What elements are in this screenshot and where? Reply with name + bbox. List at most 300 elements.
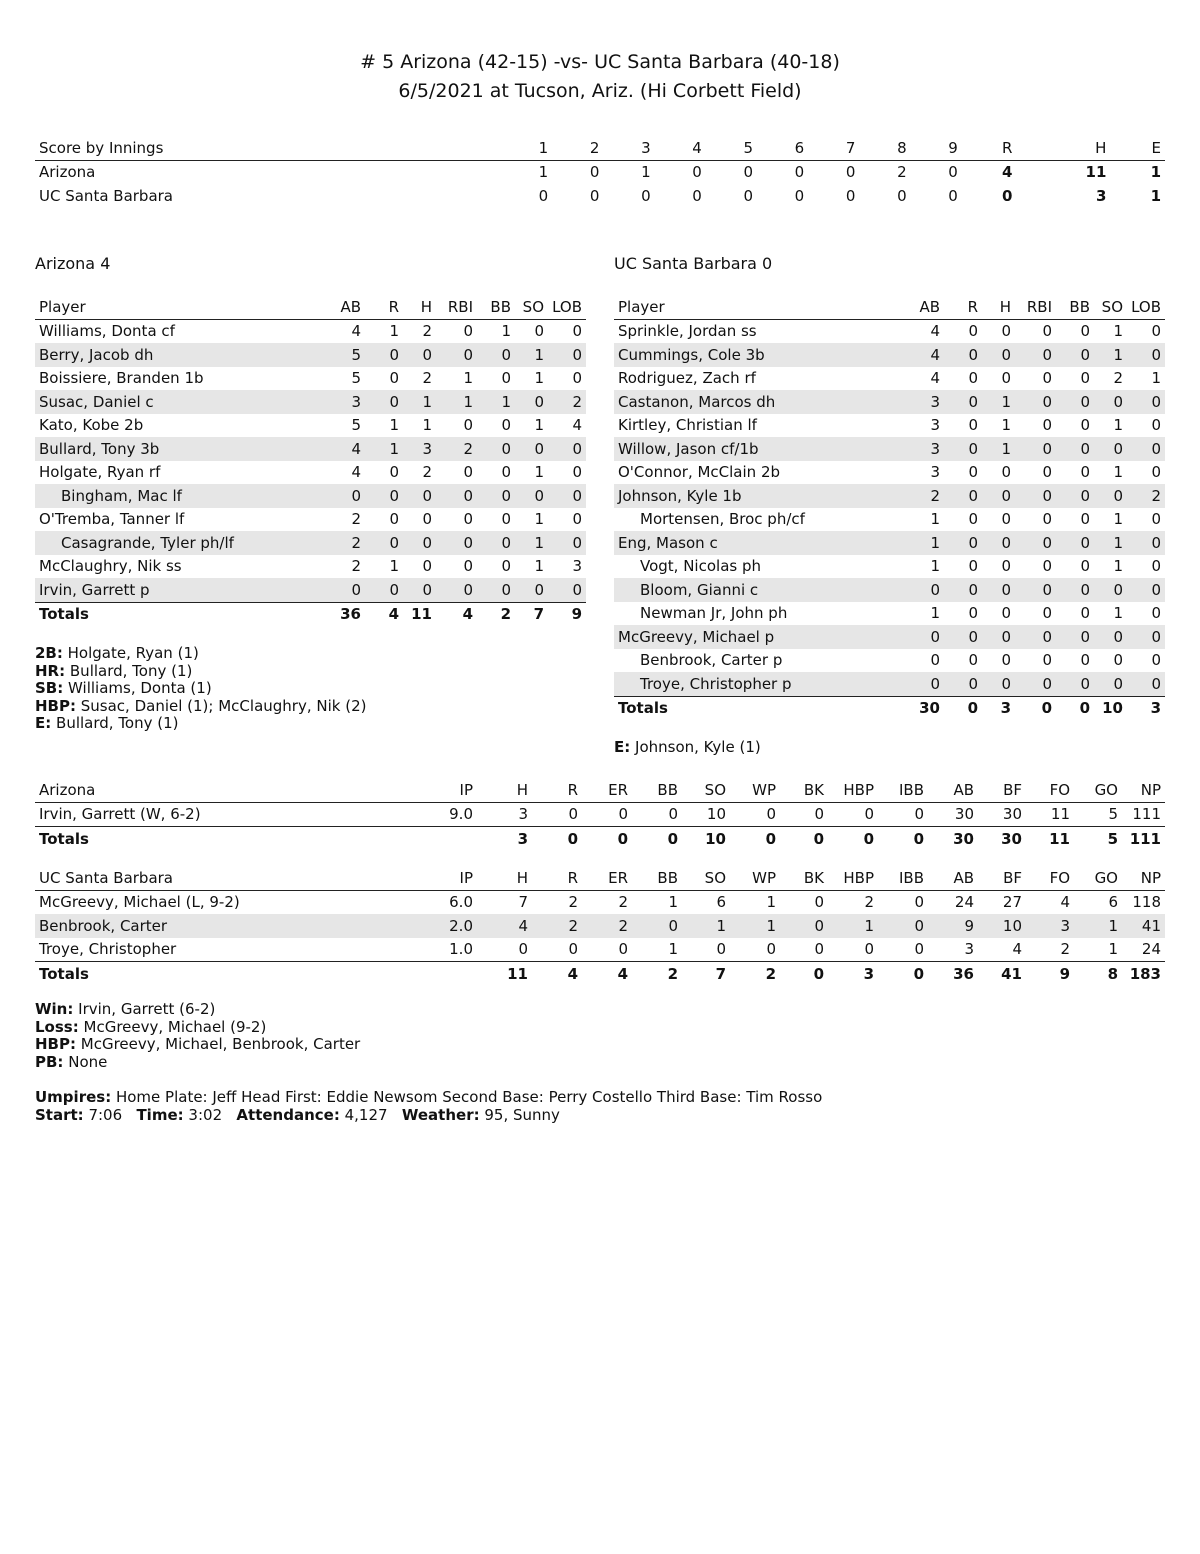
batting-stat: 0	[944, 484, 982, 508]
batting-stat: 0	[501, 557, 511, 576]
linescore-inning-runs: 1	[538, 163, 549, 182]
pitching-stat: 24	[954, 893, 974, 912]
batting-stat: 1	[1001, 416, 1011, 435]
batting-stat: 0	[1015, 578, 1056, 602]
weather-value: 95, Sunny	[484, 1105, 560, 1124]
pitching-stat: 0	[766, 805, 776, 824]
batting-stat: 2	[351, 510, 361, 529]
pitching-col-header: FO	[1026, 778, 1074, 802]
note-line	[35, 663, 366, 681]
totals-stat: 30	[978, 827, 1026, 851]
totals-stat: 0	[1056, 696, 1094, 720]
batting-stat: 0	[572, 322, 582, 341]
batting-stat: 0	[1151, 322, 1161, 341]
linescore-col-header: E	[1110, 136, 1165, 160]
linescore-col-header: 2	[552, 136, 603, 160]
batting-stat: 0	[1042, 510, 1052, 529]
batting-row	[35, 461, 586, 485]
batting-stat: 0	[968, 463, 978, 482]
batting-col-header: LOB	[548, 295, 586, 319]
batting-stat: 1	[1113, 322, 1123, 341]
batting-stat: 1	[403, 390, 436, 414]
batting-stat: 0	[1080, 322, 1090, 341]
game-title	[0, 48, 1200, 106]
pitching-stat: 0	[766, 940, 776, 959]
batting-row	[35, 531, 586, 555]
batting-stat: 1	[515, 343, 548, 367]
umpires-text: Home Plate: Jeff Head First: Eddie Newsom Second Base: Perry Costello Third Base: Tim Rosso	[115, 1088, 823, 1106]
totals-label: Totals	[35, 827, 405, 851]
batting-stat: 0	[1001, 463, 1011, 482]
linescore-table	[35, 136, 1165, 208]
batting-stat: 0	[944, 578, 982, 602]
totals-stat: 0	[780, 827, 828, 851]
linescore-inning-runs: 0	[692, 163, 702, 182]
batting-stat: 0	[1113, 651, 1123, 670]
game-date-location: 6/5/2021 at Tucson, Ariz. (Hi Corbett Field)	[398, 80, 802, 102]
batting-row	[614, 602, 1165, 626]
note-label: Win:	[35, 1000, 74, 1018]
batting-stat: 2	[351, 557, 361, 576]
batting-stat: 1	[534, 557, 544, 576]
batting-stat: 3	[403, 437, 436, 461]
batting-stat: 0	[365, 390, 403, 414]
linescore-team: Arizona	[39, 163, 96, 182]
batting-row	[35, 508, 586, 532]
batting-stat: 0	[1094, 484, 1127, 508]
note-text: Bullard, Tony (1)	[56, 714, 179, 732]
totals-stat	[405, 962, 477, 986]
batting-stat: 0	[365, 531, 403, 555]
pitching-col-header: NP	[1122, 866, 1165, 890]
batting-stat: 0	[904, 578, 944, 602]
batting-stat: 1	[982, 390, 1015, 414]
pitching-stat: 2	[532, 914, 582, 938]
batting-row	[35, 437, 586, 461]
pitching-col-header: IP	[405, 866, 477, 890]
linescore-col-header: 7	[808, 136, 859, 160]
player-name: Bingham, Mac lf	[35, 484, 325, 508]
pitching-stat: 7	[518, 893, 528, 912]
batting-stat: 0	[1080, 463, 1090, 482]
linescore-col-header: 6	[757, 136, 808, 160]
batting-stat: 0	[904, 625, 944, 649]
player-name: Newman Jr, John ph	[640, 604, 788, 623]
batting-row	[614, 672, 1165, 696]
attendance-value: 4,127	[344, 1105, 388, 1124]
pitching-stat: 4	[477, 914, 532, 938]
batting-stat: 0	[1015, 437, 1056, 461]
batting-stat: 4	[572, 416, 582, 435]
batting-stat: 0	[436, 343, 477, 367]
batting-stat: 0	[968, 322, 978, 341]
pitcher-name: Irvin, Garrett (W, 6-2)	[39, 805, 201, 824]
totals-stat: 2	[477, 602, 515, 626]
batting-totals-row	[614, 696, 1165, 720]
batting-stat: 0	[1080, 369, 1090, 388]
player-name: Boissiere, Branden 1b	[39, 369, 204, 388]
linescore-inning-runs: 0	[743, 186, 754, 205]
pitching-stat: 2	[1060, 940, 1070, 959]
batting-stat: 0	[982, 484, 1015, 508]
note-label: HBP:	[35, 696, 76, 715]
linescore-inning-runs: 0	[743, 163, 754, 182]
batting-stat: 1	[501, 322, 511, 341]
linescore-col-header: 8	[859, 136, 910, 160]
pitching-stat: 2	[864, 893, 874, 912]
batting-stat: 0	[1080, 416, 1090, 435]
batting-totals-row	[35, 602, 586, 626]
linescore-col-header: 3	[603, 136, 654, 160]
batting-stat: 0	[1080, 510, 1090, 529]
batting-stat: 0	[930, 651, 940, 670]
pitching-stat: 1	[828, 914, 878, 938]
player-name: Susac, Daniel c	[35, 390, 325, 414]
totals-label: Totals	[614, 696, 904, 720]
batting-stat: 0	[1015, 390, 1056, 414]
totals-stat: 2	[632, 962, 682, 986]
batting-stat: 0	[1127, 390, 1165, 414]
batting-stat: 0	[403, 484, 436, 508]
pitching-row	[35, 890, 1165, 914]
batting-stat: 0	[944, 437, 982, 461]
pitching-stat: 0	[814, 805, 824, 824]
batting-row	[614, 437, 1165, 461]
batting-stat: 0	[1056, 625, 1094, 649]
linescore-e: 1	[1150, 186, 1161, 205]
linescore-col-header: 9	[911, 136, 962, 160]
batting-stat: 0	[944, 390, 982, 414]
player-name: Irvin, Garrett p	[35, 578, 325, 602]
batting-stat: 1	[1113, 416, 1123, 435]
ucsb-team-score: UC Santa Barbara 0	[614, 254, 773, 273]
batting-stat: 0	[1056, 578, 1094, 602]
pitching-col-header: R	[532, 778, 582, 802]
totals-stat: 0	[1015, 696, 1056, 720]
batting-stat: 0	[325, 578, 365, 602]
totals-stat: 8	[1074, 962, 1122, 986]
batting-row	[614, 649, 1165, 673]
batting-stat: 4	[904, 343, 944, 367]
pitching-stat: 1	[682, 914, 730, 938]
batting-stat: 0	[1001, 557, 1011, 576]
note-line	[35, 1001, 360, 1019]
linescore-col-header: H	[1016, 136, 1110, 160]
totals-stat: 36	[325, 602, 365, 626]
batting-stat: 1	[1151, 369, 1161, 388]
batting-stat: 0	[548, 578, 586, 602]
pitching-stat: 0	[568, 940, 578, 959]
player-name: Castanon, Marcos dh	[614, 390, 904, 414]
batting-stat: 0	[436, 578, 477, 602]
pitching-stat: 5	[1108, 805, 1118, 824]
batting-stat: 1	[1113, 557, 1123, 576]
batting-stat: 0	[548, 531, 586, 555]
pitching-stat: 3	[518, 805, 528, 824]
batting-stat: 0	[463, 510, 473, 529]
pitching-stat: 0	[780, 914, 828, 938]
batting-stat: 0	[1151, 416, 1161, 435]
pitching-stat: 0	[814, 940, 824, 959]
time-value: 3:02	[188, 1105, 223, 1124]
batting-stat: 0	[1094, 625, 1127, 649]
pitching-col-header: R	[532, 866, 582, 890]
linescore-inning-runs: 0	[589, 186, 600, 205]
batting-stat: 3	[930, 463, 940, 482]
game-matchup: # 5 Arizona (42-15) -vs- UC Santa Barbara (40-18)	[360, 51, 840, 73]
batting-row	[614, 414, 1165, 438]
batting-row	[35, 578, 586, 602]
pitching-col-header: H	[477, 866, 532, 890]
player-name: Troye, Christopher p	[614, 672, 904, 696]
batting-stat: 0	[477, 578, 515, 602]
batting-stat: 0	[477, 531, 515, 555]
note-text: McGreevy, Michael, Benbrook, Carter	[80, 1035, 361, 1053]
start-label: Start:	[35, 1105, 84, 1124]
batting-stat: 0	[1001, 651, 1011, 670]
batting-stat: 0	[1151, 510, 1161, 529]
pitching-stat: 27	[1002, 893, 1022, 912]
batting-stat: 0	[1015, 672, 1056, 696]
batting-stat: 0	[501, 369, 511, 388]
batting-stat: 0	[572, 369, 582, 388]
batting-col-header: BB	[477, 295, 515, 319]
player-name: O'Connor, McClain 2b	[618, 463, 781, 482]
arizona-batting-notes	[35, 645, 366, 733]
batting-stat: 2	[436, 437, 477, 461]
batting-stat: 0	[1056, 437, 1094, 461]
batting-stat: 0	[572, 463, 582, 482]
pitching-col-header: ER	[582, 866, 632, 890]
pitching-col-header: IP	[405, 778, 477, 802]
pitching-stat: 0	[518, 940, 528, 959]
batting-stat: 0	[1151, 557, 1161, 576]
batting-stat: 1	[904, 531, 944, 555]
batting-row	[35, 319, 586, 343]
pitching-stat: 1	[668, 893, 678, 912]
batting-stat: 0	[365, 484, 403, 508]
totals-stat: 30	[904, 696, 944, 720]
pitching-row	[35, 914, 1165, 938]
linescore-col-header: R	[962, 136, 1017, 160]
batting-stat: 1	[1094, 531, 1127, 555]
pitching-col-header: GO	[1074, 778, 1122, 802]
batting-stat: 0	[1151, 651, 1161, 670]
batting-row	[614, 461, 1165, 485]
linescore-col-header: 5	[706, 136, 757, 160]
note-line	[35, 715, 366, 733]
batting-stat: 2	[325, 531, 365, 555]
batting-stat: 0	[1015, 484, 1056, 508]
linescore-inning-runs: 1	[641, 163, 651, 182]
note-line	[35, 645, 366, 663]
pitching-stat: 1	[1108, 940, 1118, 959]
pitching-stat: 6	[716, 893, 726, 912]
pitching-team-header: Arizona	[35, 778, 405, 802]
batting-stat: 0	[572, 510, 582, 529]
batting-stat: 1	[389, 557, 399, 576]
batting-col-header: SO	[515, 295, 548, 319]
batting-stat: 0	[515, 578, 548, 602]
batting-stat: 1	[534, 510, 544, 529]
batting-stat: 1	[534, 369, 544, 388]
batting-col-header: LOB	[1127, 295, 1165, 319]
batting-col-header: AB	[325, 295, 365, 319]
batting-stat: 0	[1056, 343, 1094, 367]
batting-stat: 0	[463, 416, 473, 435]
batting-stat: 0	[904, 672, 944, 696]
pitching-stat: 3	[964, 940, 974, 959]
linescore-col-header: 1	[501, 136, 552, 160]
pitching-stat: 11	[1050, 805, 1070, 824]
note-text: None	[68, 1052, 108, 1071]
linescore-team: UC Santa Barbara	[39, 186, 174, 205]
batting-stat: 4	[930, 322, 940, 341]
pitching-stat: 6	[1108, 893, 1118, 912]
batting-row	[614, 531, 1165, 555]
batting-stat: 0	[1127, 531, 1165, 555]
pitching-col-header: BK	[780, 866, 828, 890]
totals-stat: 30	[928, 827, 978, 851]
note-text: McGreevy, Michael (9-2)	[83, 1017, 267, 1036]
player-name: Holgate, Ryan rf	[39, 463, 161, 482]
batting-stat: 5	[351, 416, 361, 435]
batting-row	[614, 390, 1165, 414]
pitching-stat: 10	[978, 914, 1026, 938]
totals-stat: 4	[582, 962, 632, 986]
pitching-col-header: IBB	[878, 866, 928, 890]
batting-row	[35, 484, 586, 508]
pitching-decisions	[35, 1001, 360, 1071]
pitching-stat: 0	[864, 940, 874, 959]
pitcher-name: Troye, Christopher	[39, 940, 177, 959]
batting-stat: 0	[1094, 390, 1127, 414]
linescore-inning-runs: 0	[538, 186, 549, 205]
player-name: Willow, Jason cf/1b	[614, 437, 904, 461]
pitching-col-header: WP	[730, 866, 780, 890]
pitching-col-header: BK	[780, 778, 828, 802]
batting-stat: 2	[1113, 369, 1123, 388]
totals-stat: 3	[1127, 696, 1165, 720]
batting-stat: 0	[501, 416, 511, 435]
pitching-stat: 0	[864, 805, 874, 824]
batting-stat: 0	[1015, 343, 1056, 367]
totals-stat: 9	[548, 602, 586, 626]
batting-stat: 0	[515, 484, 548, 508]
batting-stat: 0	[1080, 557, 1090, 576]
batting-stat: 0	[1151, 604, 1161, 623]
linescore-row	[35, 160, 1165, 184]
batting-stat: 0	[982, 578, 1015, 602]
batting-stat: 1	[534, 416, 544, 435]
totals-stat: 10	[1094, 696, 1127, 720]
note-label: HR:	[35, 661, 66, 680]
batting-stat: 1	[477, 390, 515, 414]
batting-stat: 1	[1113, 510, 1123, 529]
batting-stat: 1	[389, 322, 399, 341]
note-line	[614, 739, 761, 757]
note-label: E:	[35, 714, 52, 732]
note-text: Susac, Daniel (1); McClaughry, Nik (2)	[80, 696, 367, 715]
totals-label: Totals	[35, 962, 405, 986]
batting-stat: 1	[436, 390, 477, 414]
batting-stat: 0	[944, 672, 982, 696]
umpires-label: Umpires:	[35, 1088, 112, 1106]
batting-stat: 0	[1042, 416, 1052, 435]
pitcher-name: Benbrook, Carter	[35, 914, 405, 938]
linescore-h: 11	[1085, 163, 1107, 182]
batting-col-header: R	[944, 295, 982, 319]
batting-stat: 0	[1056, 390, 1094, 414]
pitching-stat: 4	[1012, 940, 1022, 959]
batting-stat: 0	[1151, 463, 1161, 482]
linescore-row	[35, 184, 1165, 208]
pitching-stat: 6.0	[449, 893, 473, 912]
batting-stat: 0	[515, 390, 548, 414]
attendance-label: Attendance:	[236, 1105, 340, 1124]
totals-stat: 0	[944, 696, 982, 720]
batting-stat: 0	[1127, 437, 1165, 461]
batting-stat: 1	[1094, 343, 1127, 367]
batting-stat: 3	[904, 437, 944, 461]
batting-stat: 1	[1113, 604, 1123, 623]
totals-stat: 0	[878, 827, 928, 851]
batting-stat: 0	[968, 416, 978, 435]
batting-stat: 0	[477, 343, 515, 367]
linescore-h: 3	[1095, 186, 1107, 205]
pitching-stat: 118	[1132, 893, 1161, 912]
batting-row	[614, 343, 1165, 367]
batting-stat: 4	[930, 369, 940, 388]
batting-stat: 0	[1094, 437, 1127, 461]
linescore-inning-runs: 0	[845, 163, 856, 182]
totals-stat	[405, 827, 477, 851]
batting-stat: 1	[1113, 463, 1123, 482]
linescore-r: 4	[1001, 163, 1013, 182]
pitching-col-header: BB	[632, 778, 682, 802]
note-text: Williams, Donta (1)	[68, 679, 212, 697]
note-text: Irvin, Garrett (6-2)	[78, 1000, 216, 1018]
totals-stat: 11	[1026, 827, 1074, 851]
batting-stat: 0	[968, 557, 978, 576]
pitching-team-header: UC Santa Barbara	[35, 866, 405, 890]
weather-label: Weather:	[401, 1105, 480, 1124]
pitching-stat: 9.0	[449, 805, 473, 824]
player-name: Sprinkle, Jordan ss	[618, 322, 757, 341]
batting-stat: 0	[1127, 578, 1165, 602]
pitching-totals-row	[35, 827, 1165, 851]
batting-stat: 1	[422, 416, 432, 435]
batting-stat: 1	[982, 437, 1015, 461]
player-name: Berry, Jacob dh	[35, 343, 325, 367]
batting-stat: 0	[1080, 604, 1090, 623]
pitching-col-header: ER	[582, 778, 632, 802]
player-name: Williams, Donta cf	[39, 322, 175, 341]
linescore-inning-runs: 0	[897, 186, 907, 205]
linescore-inning-runs: 0	[845, 186, 856, 205]
linescore-inning-runs: 2	[897, 163, 907, 182]
batting-stat: 0	[548, 343, 586, 367]
batting-col-header: BB	[1056, 295, 1094, 319]
arizona-pitching-table	[35, 778, 1165, 851]
linescore-inning-runs: 0	[948, 186, 958, 205]
pitching-stat: 0	[716, 940, 726, 959]
player-name: Johnson, Kyle 1b	[614, 484, 904, 508]
pitching-stat: 0	[632, 914, 682, 938]
ucsb-batting-table	[614, 295, 1165, 720]
batting-stat: 1	[365, 437, 403, 461]
batting-stat: 2	[1127, 484, 1165, 508]
